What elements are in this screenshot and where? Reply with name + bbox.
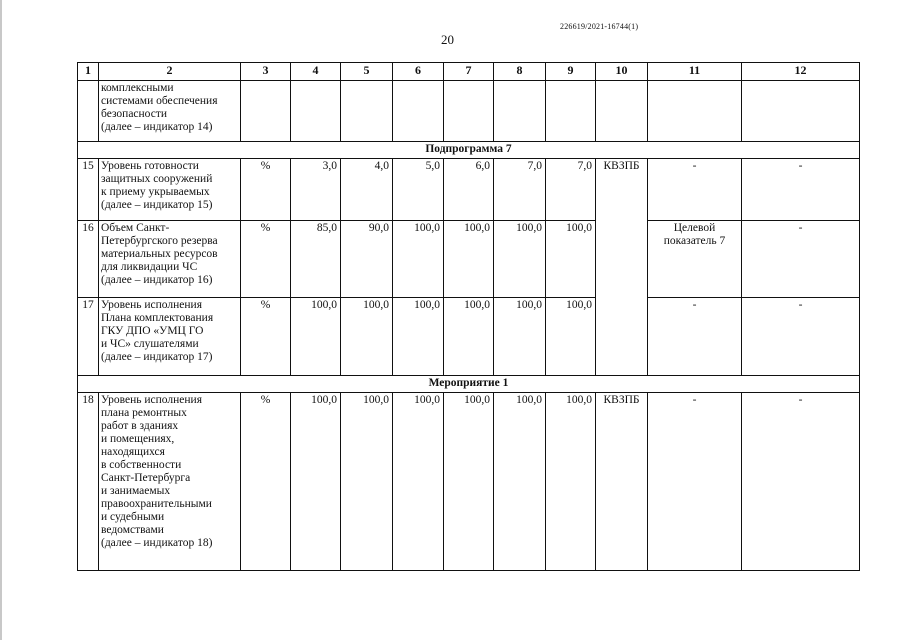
indicator-name: комплексными системами обеспечения безопасности (далее – индикатор 14)	[101, 82, 218, 133]
row-number: 16	[78, 221, 99, 298]
value-cell: 100,0	[444, 393, 494, 571]
target-cell: Целевой показатель 7	[663, 222, 726, 247]
table-row	[78, 159, 860, 221]
column-header: 2	[99, 63, 241, 81]
column-header: 6	[393, 63, 444, 81]
unit-cell: %	[241, 393, 291, 571]
column-header: 3	[241, 63, 291, 81]
column-header: 9	[546, 63, 596, 81]
document-number: 226619/2021-16744(1)	[560, 22, 639, 31]
value-cell: 100,0	[494, 221, 546, 298]
column-header: 12	[742, 63, 860, 81]
note-cell: -	[742, 298, 860, 376]
column-header: 5	[341, 63, 393, 81]
value-cell: 100,0	[494, 298, 546, 376]
value-cell: 100,0	[546, 221, 596, 298]
section-title: Подпрограмма 7	[78, 142, 860, 159]
note-cell: -	[742, 221, 860, 298]
target-cell: -	[648, 393, 742, 571]
unit-cell: %	[241, 221, 291, 298]
column-header: 7	[444, 63, 494, 81]
responsible-cell: КВЗПБ	[596, 159, 648, 376]
indicator-name: Уровень исполнения плана ремонтных работ в зданиях и помещениях, находящихся в собственности Санкт-Петербурга и занимаемых правоохранительными и судебными ведомствами (далее – индикатор 18)	[101, 394, 213, 549]
table-row-continuation	[78, 81, 860, 142]
value-cell: 100,0	[341, 298, 393, 376]
row-number: 18	[78, 393, 99, 571]
table-row	[78, 298, 860, 376]
indicators-table	[77, 62, 860, 571]
value-cell: 90,0	[341, 221, 393, 298]
value-cell: 7,0	[546, 159, 596, 221]
value-cell: 100,0	[341, 393, 393, 571]
indicator-name: Уровень готовности защитных сооружений к приему укрываемых (далее – индикатор 15)	[101, 160, 213, 211]
section-row	[78, 142, 860, 159]
table-row	[78, 221, 860, 298]
value-cell: 100,0	[393, 298, 444, 376]
value-cell: 100,0	[393, 393, 444, 571]
value-cell: 100,0	[494, 393, 546, 571]
table-row	[78, 393, 860, 571]
column-header: 10	[596, 63, 648, 81]
value-cell: 4,0	[341, 159, 393, 221]
value-cell: 100,0	[444, 221, 494, 298]
table-header-row	[78, 63, 860, 81]
value-cell: 100,0	[393, 221, 444, 298]
value-cell: 100,0	[444, 298, 494, 376]
indicator-name: Уровень исполнения Плана комплектования ГКУ ДПО «УМЦ ГО и ЧС» слушателями (далее – индикатор 17)	[101, 299, 214, 363]
target-cell: -	[648, 298, 742, 376]
value-cell: 100,0	[546, 298, 596, 376]
target-cell: -	[648, 159, 742, 221]
responsible-cell: КВЗПБ	[596, 393, 648, 571]
value-cell: 85,0	[291, 221, 341, 298]
value-cell: 100,0	[546, 393, 596, 571]
value-cell: 100,0	[291, 298, 341, 376]
column-header: 1	[78, 63, 99, 81]
note-cell: -	[742, 393, 860, 571]
value-cell: 6,0	[444, 159, 494, 221]
value-cell: 3,0	[291, 159, 341, 221]
value-cell: 5,0	[393, 159, 444, 221]
value-cell: 7,0	[494, 159, 546, 221]
column-header: 4	[291, 63, 341, 81]
row-number: 15	[78, 159, 99, 221]
section-title: Мероприятие 1	[78, 376, 860, 393]
unit-cell: %	[241, 159, 291, 221]
page-number: 20	[441, 32, 454, 47]
value-cell: 100,0	[291, 393, 341, 571]
note-cell: -	[742, 159, 860, 221]
row-number: 17	[78, 298, 99, 376]
section-row	[78, 376, 860, 393]
column-header: 8	[494, 63, 546, 81]
indicator-name: Объем Санкт- Петербургского резерва материальных ресурсов для ликвидации ЧС (далее – индикатор 16)	[101, 222, 218, 286]
scan-left-edge	[0, 0, 2, 640]
column-header: 11	[648, 63, 742, 81]
unit-cell: %	[241, 298, 291, 376]
